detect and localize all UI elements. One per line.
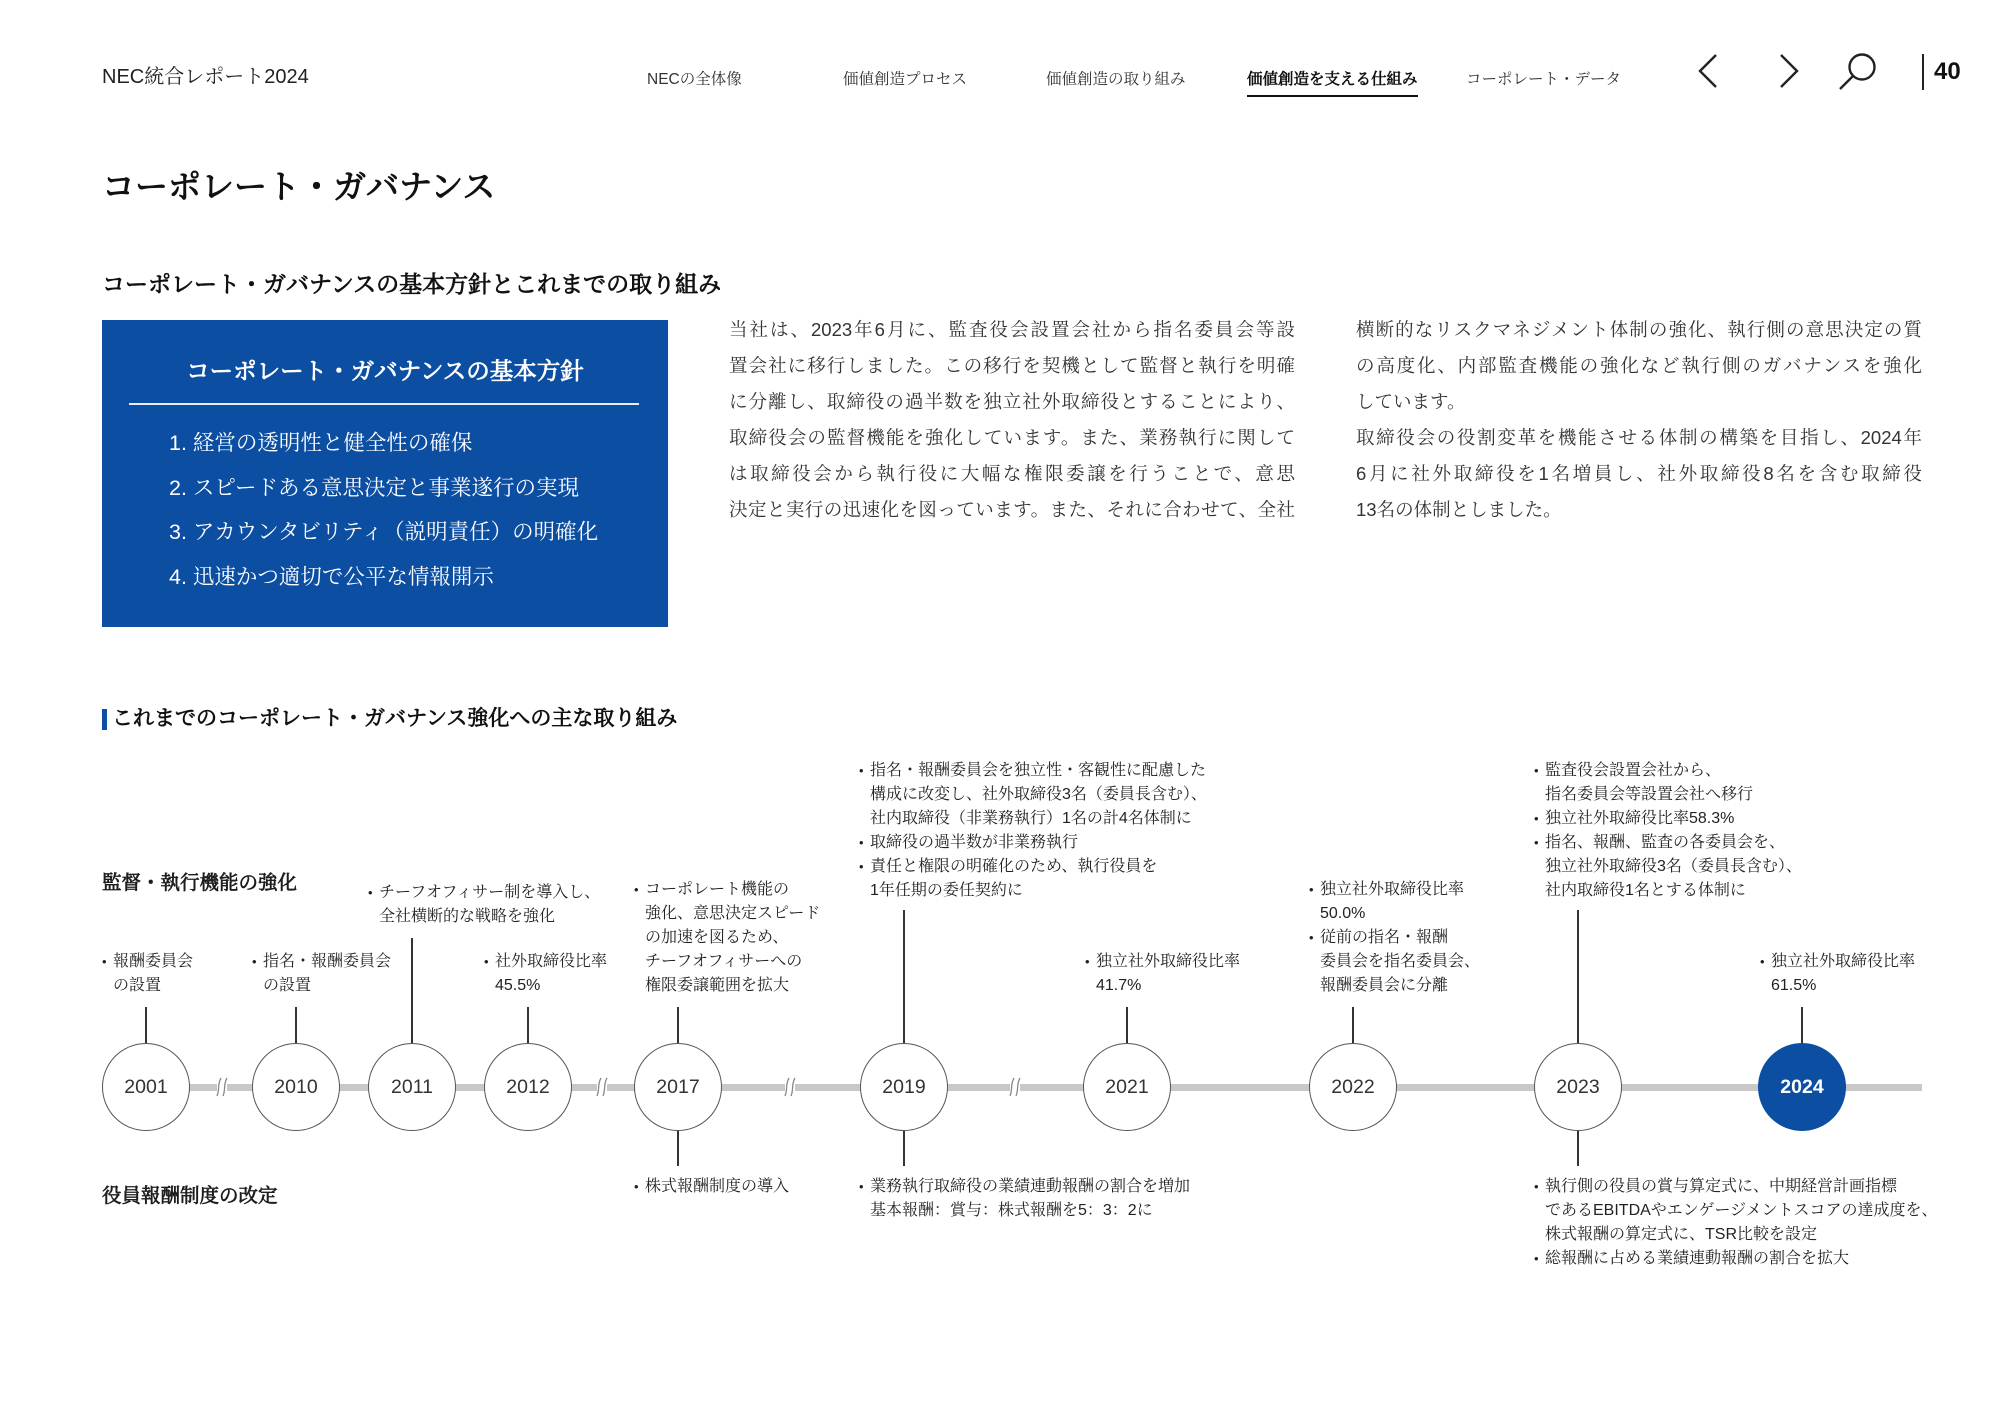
note-line: の設置 [113, 977, 162, 994]
note-line: • 社外取締役比率 [495, 953, 608, 970]
note-line: • 報酬委員会 [113, 953, 194, 970]
note-line: • 総報酬に占める業績連動報酬の割合を拡大 [1545, 1250, 1850, 1267]
text-line: 6月に社外取締役を1名増員し、社外取締役8名を含む取締役 [1356, 463, 1922, 484]
connector-line [677, 1007, 678, 1043]
note-2019-supervision [859, 759, 1207, 903]
note-line: 指名委員会等設置会社へ移行 [1545, 786, 1754, 803]
row-label-supervision: 監督・執行機能の強化 [102, 872, 298, 894]
note-line: • 株式報酬制度の導入 [645, 1178, 790, 1195]
note-line: チーフオフィサーへの [645, 953, 803, 970]
connector-line [903, 1131, 904, 1166]
tab-value-creation-initiatives[interactable]: 価値創造の取り組み [1046, 71, 1186, 88]
connector-line [1352, 1007, 1353, 1043]
text-line: に分離し、取締役の過半数を独立社外取締役とすることにより、 [729, 391, 1295, 412]
year-label: 2001 [124, 1075, 168, 1098]
note-bullet [1309, 926, 1480, 998]
text-line: 当社は、2023年6月に、監査役会設置会社から指名委員会等設 [729, 319, 1295, 340]
note-line: • 責任と権限の明確化のため、執行役員を [870, 858, 1158, 875]
page-number: 40 [1934, 58, 1961, 85]
text-line: 決定と実行の迅速化を図っています。また、それに合わせて、全社 [729, 499, 1295, 520]
year-label: 2011 [391, 1075, 433, 1098]
policy-box-title: コーポレート・ガバナンスの基本方針 [186, 358, 584, 384]
note-line: 株式報酬の算定式に、TSR比較を設定 [1545, 1226, 1818, 1243]
year-2012 [484, 1043, 572, 1131]
note-line: の設置 [263, 977, 312, 994]
year-2010 [252, 1043, 340, 1131]
search-icon[interactable] [1837, 52, 1877, 92]
note-line: • 指名、報酬、監査の各委員会を、 [1545, 834, 1786, 851]
year-label: 2023 [1556, 1075, 1600, 1098]
note-2017-compensation [634, 1175, 789, 1199]
note-2019-compensation [859, 1175, 1190, 1223]
connector-line [1801, 1007, 1802, 1043]
year-label: 2010 [274, 1075, 318, 1098]
note-line: • 指名・報酬委員会を独立性・客観性に配慮した [870, 762, 1207, 779]
tab-corporate-data[interactable]: コーポレート・データ [1466, 71, 1622, 88]
page-title: コーポレート・ガバナンス [102, 168, 496, 205]
note-bullet [484, 950, 607, 998]
note-2024-supervision [1760, 950, 1915, 998]
policy-box [102, 320, 668, 627]
year-label: 2017 [656, 1075, 700, 1098]
connector-line [527, 1007, 528, 1043]
year-2023 [1534, 1043, 1622, 1131]
text-line: 13名の体制としました。 [1356, 499, 1562, 520]
note-bullet [1534, 1247, 1938, 1271]
report-title: NEC統合レポート2024 [102, 66, 309, 88]
axis-break-icon [214, 1074, 230, 1100]
note-line: 全社横断的な戦略を強化 [379, 908, 556, 925]
policy-item: 1. 経営の透明性と健全性の確保 [169, 431, 473, 455]
note-line: の加速を図るため、 [645, 929, 789, 946]
note-bullet [859, 1175, 1190, 1223]
year-label: 2022 [1331, 1075, 1375, 1098]
header-divider [1922, 54, 1924, 90]
note-line: であるEBITDAやエンゲージメントスコアの達成度を、 [1545, 1202, 1938, 1219]
note-bullet [859, 831, 1207, 855]
note-line: 基本報酬：賞与：株式報酬を5：3：2に [870, 1202, 1153, 1219]
connector-line [411, 938, 412, 1043]
note-bullet [1534, 1175, 1938, 1247]
note-line: • コーポレート機能の [645, 881, 790, 898]
year-label: 2019 [882, 1075, 926, 1098]
note-bullet [1534, 759, 1802, 807]
note-line: 45.5% [495, 977, 541, 994]
connector-line [1577, 910, 1578, 1043]
year-label: 2021 [1105, 1075, 1149, 1098]
note-2023-supervision [1534, 759, 1802, 903]
year-2019 [860, 1043, 948, 1131]
tab-nec-overview[interactable]: NECの全体像 [647, 71, 742, 88]
chevron-left-icon[interactable] [1697, 53, 1719, 89]
text-line: 横断的なリスクマネジメント体制の強化、執行側の意思決定の質 [1356, 319, 1922, 340]
year-2011 [368, 1043, 456, 1131]
axis-break-icon [1007, 1074, 1023, 1100]
note-2021-supervision [1085, 950, 1240, 998]
note-line: 社内取締役（非業務執行）1名の計4名体制に [870, 810, 1192, 827]
note-line: 報酬委員会に分離 [1320, 977, 1449, 994]
text-line: しています。 [1356, 391, 1466, 412]
connector-line [677, 1131, 678, 1166]
note-2017-supervision [634, 878, 820, 998]
connector-line [903, 910, 904, 1043]
note-2001-supervision [102, 950, 193, 998]
note-bullet [1760, 950, 1915, 998]
connector-line [1126, 1007, 1127, 1043]
divider [129, 403, 639, 405]
note-bullet [368, 881, 600, 929]
note-line: • 従前の指名・報酬 [1320, 929, 1449, 946]
policy-list [169, 421, 598, 600]
note-line: • 独立社外取締役比率 [1771, 953, 1916, 970]
note-line: • 監査役会設置会社から、 [1545, 762, 1722, 779]
text-line: 置会社に移行しました。この移行を契機として監督と執行を明確 [729, 355, 1295, 376]
text-line: は取締役会から執行役に大幅な権限委譲を行うことで、意思 [729, 463, 1295, 484]
year-2001 [102, 1043, 190, 1131]
note-bullet [634, 878, 820, 998]
year-2021 [1083, 1043, 1171, 1131]
text-line: 取締役会の監督機能を強化しています。また、業務執行に関して [729, 427, 1295, 448]
year-label: 2012 [506, 1075, 550, 1098]
year-label: 2024 [1780, 1075, 1824, 1098]
note-line: • 独立社外取締役比率58.3% [1545, 810, 1735, 827]
connector-line [1577, 1131, 1578, 1166]
intro-column-1 [729, 312, 1295, 528]
note-2022-supervision [1309, 878, 1480, 998]
note-bullet [1309, 878, 1480, 926]
note-line: • 取締役の過半数が非業務執行 [870, 834, 1079, 851]
tab-value-creation-foundation[interactable]: 価値創造を支える仕組み [1247, 70, 1418, 97]
chevron-right-icon[interactable] [1778, 53, 1800, 89]
note-bullet [252, 950, 391, 998]
note-line: 独立社外取締役3名（委員長含む）、 [1545, 858, 1802, 875]
section-subtitle: コーポレート・ガバナンスの基本方針とこれまでの取り組み [102, 271, 722, 297]
note-line: 強化、意思決定スピード [645, 905, 821, 922]
note-2012-supervision [484, 950, 607, 998]
axis-break-icon [782, 1074, 798, 1100]
note-bullet [634, 1175, 789, 1199]
note-bullet [1085, 950, 1240, 998]
note-line: • チーフオフィサー制を導入し、 [379, 884, 601, 901]
policy-item: 3. アカウンタビリティ（説明責任）の明確化 [169, 520, 599, 545]
note-line: 社内取締役1名とする体制に [1545, 882, 1746, 899]
year-2017 [634, 1043, 722, 1131]
axis-break-icon [594, 1074, 610, 1100]
note-bullet [102, 950, 193, 998]
note-bullet [1534, 831, 1802, 903]
year-2024 [1758, 1043, 1846, 1131]
connector-line [145, 1007, 146, 1043]
note-line: • 独立社外取締役比率 [1096, 953, 1241, 970]
note-line: • 執行側の役員の賞与算定式に、中期経営計画指標 [1545, 1178, 1898, 1195]
note-2023-compensation [1534, 1175, 1938, 1271]
note-bullet [859, 855, 1207, 903]
note-line: 委員会を指名委員会、 [1320, 953, 1481, 970]
note-line: 61.5% [1771, 977, 1817, 994]
note-line: 50.0% [1320, 905, 1366, 922]
policy-item: 4. 迅速かつ適切で公平な情報開示 [169, 565, 494, 590]
note-bullet [1534, 807, 1802, 831]
note-line: 41.7% [1096, 977, 1142, 994]
note-2010-supervision [252, 950, 391, 998]
row-label-compensation: 役員報酬制度の改定 [102, 1185, 278, 1207]
note-line: • 指名・報酬委員会 [263, 953, 392, 970]
note-line: • 独立社外取締役比率 [1320, 881, 1465, 898]
note-line: • 業務執行取締役の業績連動報酬の割合を増加 [870, 1178, 1191, 1195]
note-line: 1年任期の委任契約に [870, 882, 1023, 899]
year-2022 [1309, 1043, 1397, 1131]
tab-value-creation-process[interactable]: 価値創造プロセス [843, 71, 968, 88]
intro-column-2 [1356, 312, 1922, 528]
note-line: 権限委譲範囲を拡大 [645, 977, 790, 994]
note-2011-supervision [368, 881, 600, 929]
timeline-title: これまでのコーポレート・ガバナンス強化への主な取り組み [112, 707, 678, 730]
text-line: の高度化、内部監査機能の強化など執行側のガバナンスを強化 [1356, 355, 1922, 376]
policy-item: 2. スピードある意思決定と事業遂行の実現 [169, 475, 580, 500]
note-line: 構成に改変し、社外取締役3名（委員長含む）、 [870, 786, 1207, 803]
timeline-title-bar [102, 709, 107, 730]
text-line: 取締役会の役割変革を機能させる体制の構築を目指し、2024年 [1356, 427, 1922, 448]
note-bullet [859, 759, 1207, 831]
connector-line [295, 1007, 296, 1043]
